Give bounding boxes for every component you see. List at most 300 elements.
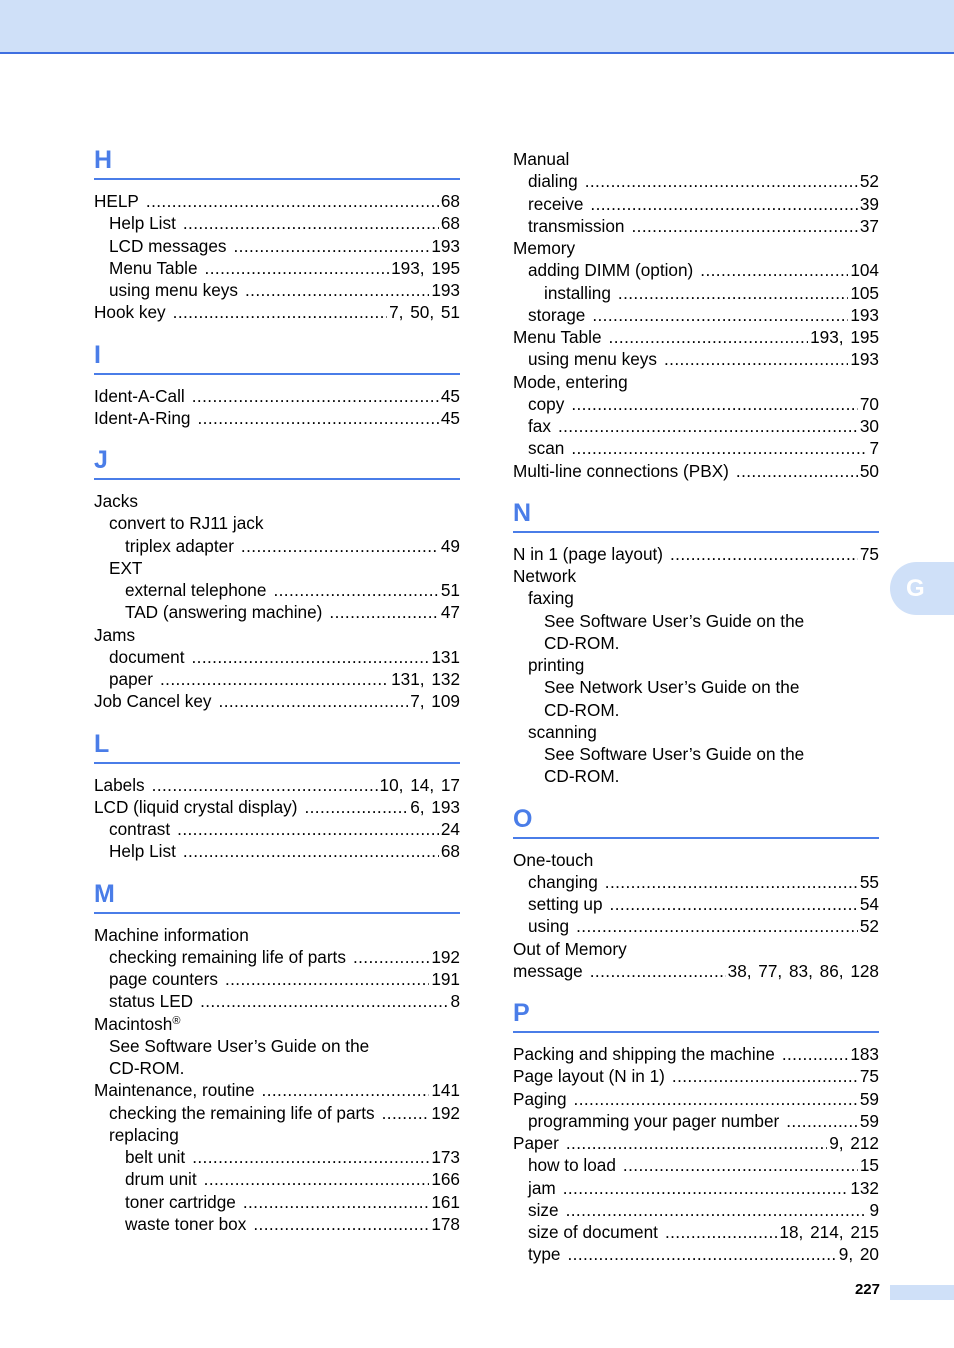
entry-term-text: Help List — [109, 213, 176, 234]
index-entry-type — [513, 1243, 879, 1265]
entry-pages: 8 — [450, 991, 460, 1012]
entry-term — [513, 1088, 567, 1110]
index-entry-jacks — [94, 490, 460, 512]
entry-term-text: CD-ROM. — [544, 766, 620, 787]
entry-term — [528, 1221, 658, 1243]
entry-pages: 52 — [859, 171, 879, 192]
entry-pages: 9, 212 — [829, 1133, 879, 1153]
entry-term — [528, 654, 584, 676]
entry-term — [513, 371, 628, 393]
index-entry-checking-the-remaining-life-of-parts — [94, 1102, 460, 1124]
dot-leader — [353, 946, 429, 968]
entry-pages: 24 — [440, 819, 460, 839]
dot-leader — [234, 235, 430, 257]
section-rule — [94, 478, 460, 480]
entry-term — [528, 1243, 561, 1265]
dot-leader — [618, 282, 848, 304]
entry-term-text: external telephone — [125, 580, 267, 600]
dot-leader — [670, 543, 858, 565]
index-entry-ext — [94, 557, 460, 579]
dot-leader — [146, 190, 439, 212]
index-entry-setting-up — [513, 893, 879, 915]
dot-leader — [590, 960, 726, 982]
index-entry-ident-a-ring — [94, 407, 460, 429]
index-entry-receive — [513, 193, 879, 215]
entry-term-text: size of document — [528, 1222, 658, 1242]
dot-leader — [623, 1154, 858, 1176]
entry-term-text: convert to RJ11 jack — [109, 513, 264, 534]
entry-pages: 54 — [859, 894, 879, 914]
index-entry-n-in-1-page-layout — [513, 543, 879, 565]
index-entry-macintosh — [94, 1013, 460, 1035]
entry-term-text: N in 1 (page layout) — [513, 543, 663, 564]
dot-leader — [571, 393, 858, 415]
entry-term-text: CD-ROM. — [544, 632, 620, 653]
entry-term — [544, 632, 619, 654]
index-entry-cd-rom — [513, 765, 879, 787]
entry-pages: 193 — [850, 304, 879, 325]
entry-term-text: Labels — [94, 774, 145, 795]
entry-term-text: Help List — [109, 841, 176, 862]
entry-term-text: contrast — [109, 819, 171, 839]
index-entry-job-cancel-key — [94, 690, 460, 712]
entry-term-text: toner cartridge — [125, 1191, 236, 1212]
dot-leader — [245, 279, 429, 301]
entry-pages: 104 — [850, 260, 879, 281]
entry-term — [528, 348, 657, 370]
entry-pages: 7, 50, 51 — [389, 302, 460, 323]
entry-term — [109, 257, 198, 279]
index-entry-menu-table — [94, 257, 460, 279]
entry-pages: 45 — [440, 385, 460, 406]
dot-leader — [241, 535, 439, 557]
entry-term — [544, 676, 799, 698]
dot-leader — [253, 1213, 429, 1235]
entry-pages: 183 — [850, 1044, 879, 1064]
entry-pages: 10, 14, 17 — [379, 774, 460, 795]
dot-leader — [782, 1043, 849, 1065]
section-heading-o: O — [513, 804, 533, 833]
entry-term — [528, 437, 564, 459]
entry-pages: 59 — [859, 1088, 879, 1109]
index-entry-labels — [94, 774, 460, 796]
section-heading-n: N — [513, 498, 532, 527]
entry-term-text: changing — [528, 871, 598, 892]
entry-term — [94, 1013, 180, 1035]
dot-leader — [225, 968, 429, 990]
entry-pages: 39 — [859, 193, 879, 214]
entry-pages: 166 — [431, 1169, 460, 1190]
entry-pages: 173 — [431, 1147, 460, 1167]
entry-pages: 45 — [440, 407, 460, 428]
entry-term-text: copy — [528, 393, 565, 414]
dot-leader — [262, 1079, 430, 1101]
entry-term-text: replacing — [109, 1124, 179, 1145]
index-entry-paper — [513, 1132, 879, 1154]
index-entry-size — [513, 1199, 879, 1221]
index-entry-hook-key — [94, 301, 460, 323]
dot-leader — [566, 1199, 868, 1221]
dot-leader — [329, 601, 438, 623]
dot-leader — [160, 668, 389, 690]
entry-pages: 68 — [440, 841, 460, 862]
entry-pages: 49 — [440, 535, 460, 556]
entry-term — [109, 646, 184, 668]
entry-term — [528, 170, 578, 192]
index-entry-out-of-memory — [513, 938, 879, 960]
entry-term-text: installing — [544, 282, 611, 303]
dot-leader — [563, 1177, 849, 1199]
entry-term — [513, 849, 593, 871]
entry-term — [528, 893, 603, 915]
index-entry-jam — [513, 1177, 879, 1199]
dot-leader — [177, 818, 439, 840]
entry-term — [528, 1199, 559, 1221]
index-entry-dialing — [513, 170, 879, 192]
entry-term — [513, 1065, 665, 1087]
index-entry-menu-table — [513, 326, 879, 348]
entry-pages: 68 — [440, 191, 460, 211]
entry-term-text: programming your pager number — [528, 1110, 780, 1131]
entry-term — [513, 326, 602, 348]
dot-leader — [672, 1065, 858, 1087]
entry-term — [109, 668, 153, 690]
entry-pages: 192 — [431, 1102, 460, 1123]
index-entry-adding-dimm-option — [513, 259, 879, 281]
index-entry-waste-toner-box — [94, 1213, 460, 1235]
index-entry-scan — [513, 437, 879, 459]
dot-leader — [605, 871, 858, 893]
entry-term-text: setting up — [528, 894, 603, 914]
entry-pages: 47 — [440, 602, 460, 623]
entry-term-text: TAD (answering machine) — [125, 602, 323, 623]
entry-term — [109, 212, 176, 234]
entry-term — [109, 1057, 184, 1079]
entry-pages: 51 — [440, 580, 460, 600]
entry-pages: 131 — [431, 646, 460, 667]
entry-term — [513, 237, 575, 259]
dot-leader — [191, 646, 429, 668]
entry-term — [528, 871, 598, 893]
entry-term-text: Machine information — [94, 924, 249, 945]
entry-term-text: Macintosh — [94, 1013, 173, 1034]
entry-pages: 192 — [431, 946, 460, 967]
dot-leader — [568, 1243, 837, 1265]
entry-term-text: Packing and shipping the machine — [513, 1044, 775, 1064]
entry-pages: 70 — [859, 393, 879, 414]
entry-term — [109, 279, 238, 301]
index-entry-printing — [513, 654, 879, 676]
dot-leader — [273, 579, 438, 601]
index-entry-status-led — [94, 990, 460, 1012]
entry-term — [94, 690, 212, 712]
index-entry-installing — [513, 282, 879, 304]
entry-term — [109, 1035, 369, 1057]
entry-term — [125, 601, 322, 623]
entry-term-text: Jacks — [94, 491, 138, 511]
entry-term-text: Multi-line connections (PBX) — [513, 460, 729, 481]
entry-term-text: Menu Table — [109, 257, 198, 278]
page-number: 227 — [854, 1281, 880, 1298]
dot-leader — [576, 915, 858, 937]
dot-leader — [664, 348, 848, 370]
index-entry-maintenance-routine — [94, 1079, 460, 1101]
dot-leader — [304, 796, 408, 818]
entry-pages: 75 — [859, 1066, 879, 1087]
entry-pages: 141 — [431, 1080, 460, 1101]
entry-term-text: Hook key — [94, 302, 166, 323]
entry-term — [94, 301, 166, 323]
entry-term — [528, 215, 624, 237]
entry-term-text: message — [513, 960, 583, 981]
entry-term-text: See Software User’s Guide on the — [109, 1035, 370, 1056]
entry-term-text: One-touch — [513, 849, 594, 870]
entry-term-text: scan — [528, 438, 565, 459]
entry-term-text: Maintenance, routine — [94, 1080, 255, 1101]
entry-pages: 68 — [440, 213, 460, 234]
index-entry-copy — [513, 393, 879, 415]
entry-term-text: using menu keys — [109, 280, 238, 300]
index-entry-lcd-liquid-crystal-display — [94, 796, 460, 818]
index-entry-message — [513, 960, 879, 982]
entry-term-text: HELP — [94, 191, 139, 211]
section-heading-h: H — [94, 146, 113, 174]
index-entry-paging — [513, 1088, 879, 1110]
page-number-bar — [890, 1285, 954, 1300]
entry-pages: 7, 109 — [410, 691, 460, 712]
entry-term — [528, 1177, 556, 1199]
entry-term — [544, 743, 804, 765]
entry-pages: 132 — [850, 1177, 879, 1198]
index-entry-changing — [513, 871, 879, 893]
entry-term — [109, 840, 176, 862]
entry-term-text: document — [109, 646, 185, 667]
entry-term — [528, 721, 597, 743]
index-entry-programming-your-pager-number — [513, 1110, 879, 1132]
entry-term-text: scanning — [528, 721, 597, 742]
entry-pages: 59 — [859, 1110, 879, 1131]
section-heading-l: L — [94, 729, 110, 758]
index-entry-manual — [513, 148, 879, 170]
section-tab-letter: G — [906, 575, 925, 602]
dot-leader — [571, 437, 867, 459]
dot-leader — [192, 1146, 429, 1168]
entry-term — [513, 1043, 775, 1065]
entry-pages: 75 — [859, 543, 879, 564]
entry-pages: 193 — [431, 235, 460, 256]
entry-term-text: page counters — [109, 969, 218, 989]
index-entry-page-layout-n-in-1 — [513, 1065, 879, 1087]
entry-term — [94, 385, 185, 407]
index-entry-convert-to-rj11-jack — [94, 512, 460, 534]
entry-term-text: Paper — [513, 1133, 559, 1153]
index-entry-memory — [513, 237, 879, 259]
entry-term-text: belt unit — [125, 1147, 186, 1167]
dot-leader — [198, 407, 439, 429]
entry-term — [94, 407, 191, 429]
entry-term — [513, 148, 569, 170]
dot-leader — [205, 257, 390, 279]
index-entry-packing-and-shipping-the-machine — [513, 1043, 879, 1065]
entry-term-text: receive — [528, 193, 584, 214]
entry-term — [109, 818, 170, 840]
entry-term-text: adding DIMM (option) — [528, 260, 694, 281]
section-rule — [513, 531, 879, 533]
index-entry-tad-answering-machine — [94, 601, 460, 623]
entry-term-text: Page layout (N in 1) — [513, 1066, 665, 1087]
entry-term-text: CD-ROM. — [544, 699, 620, 720]
entry-term — [109, 946, 346, 968]
entry-pages: 191 — [431, 969, 460, 989]
dot-leader — [173, 301, 387, 323]
entry-term-text: Memory — [513, 238, 576, 258]
entry-term-text: dialing — [528, 171, 578, 192]
entry-pages: 7 — [869, 438, 879, 459]
entry-term — [544, 765, 619, 787]
entry-term-text: CD-ROM. — [109, 1058, 185, 1078]
index-entry-replacing — [94, 1124, 460, 1146]
entry-term-text: checking the remaining life of parts — [109, 1102, 375, 1123]
entry-pages: 6, 193 — [410, 796, 460, 817]
section-rule — [513, 837, 879, 839]
entry-term-text: triplex adapter — [125, 535, 234, 556]
entry-term — [544, 282, 611, 304]
section-rule — [94, 912, 460, 914]
entry-term — [513, 543, 663, 565]
entry-term — [513, 938, 627, 960]
entry-term — [513, 460, 729, 482]
entry-term-text: Job Cancel key — [94, 691, 212, 712]
entry-term-text: See Software User’s Guide on the — [544, 610, 805, 631]
dot-leader — [219, 690, 409, 712]
entry-term-text: storage — [528, 304, 586, 325]
entry-term — [528, 587, 574, 609]
entry-pages: 193, 195 — [391, 257, 460, 278]
dot-leader — [609, 326, 809, 348]
dot-leader — [786, 1110, 858, 1132]
dot-leader — [152, 774, 378, 796]
index-entry-using — [513, 915, 879, 937]
index-entry-cd-rom — [513, 699, 879, 721]
index-entry-storage — [513, 304, 879, 326]
entry-term — [528, 415, 551, 437]
index-entry-triplex-adapter — [94, 535, 460, 557]
entry-term-text: Jams — [94, 624, 136, 645]
entry-term — [528, 259, 693, 281]
index-entry-one-touch — [513, 849, 879, 871]
dot-leader — [665, 1221, 777, 1243]
entry-term — [109, 512, 263, 534]
entry-pages: 52 — [859, 916, 879, 937]
entry-term-text: EXT — [109, 557, 143, 578]
index-entry-multi-line-connections-pbx — [513, 460, 879, 482]
index-entry-help-list — [94, 840, 460, 862]
entry-term-text: Paging — [513, 1088, 567, 1109]
entry-term-text: Ident-A-Call — [94, 385, 185, 406]
dot-leader — [631, 215, 857, 237]
entry-term-text: type — [528, 1244, 561, 1265]
entry-pages: 193, 195 — [810, 327, 879, 347]
entry-term — [94, 774, 145, 796]
section-rule — [94, 762, 460, 764]
index-entry-ident-a-call — [94, 385, 460, 407]
entry-term — [94, 490, 138, 512]
entry-term — [513, 565, 576, 587]
entry-term — [109, 1102, 375, 1124]
dot-leader — [183, 840, 439, 862]
entry-pages: 30 — [859, 416, 879, 436]
entry-term — [528, 1154, 616, 1176]
index-entry-using-menu-keys — [513, 348, 879, 370]
index-entry-drum-unit — [94, 1168, 460, 1190]
index-entry-lcd-messages — [94, 235, 460, 257]
section-tab — [890, 562, 954, 615]
entry-term-text: using menu keys — [528, 349, 657, 370]
entry-term — [109, 235, 227, 257]
entry-term-text: LCD messages — [109, 235, 227, 256]
entry-term — [544, 699, 619, 721]
dot-leader — [736, 460, 858, 482]
entry-pages: 55 — [859, 871, 879, 892]
index-entry-see-software-user-s-guide-on-the — [94, 1035, 460, 1057]
dot-leader — [558, 415, 858, 437]
entry-pages: 38, 77, 83, 86, 128 — [727, 960, 879, 981]
section-rule — [513, 1031, 879, 1033]
entry-term — [125, 535, 234, 557]
index-entry-using-menu-keys — [94, 279, 460, 301]
entry-term-text: status LED — [109, 991, 194, 1012]
index-entry-jams — [94, 624, 460, 646]
entry-term-text: how to load — [528, 1155, 616, 1176]
index-entry-help — [94, 190, 460, 212]
index-entry-scanning — [513, 721, 879, 743]
entry-term-text: fax — [528, 416, 551, 436]
section-rule — [94, 178, 460, 180]
index-entry-mode-entering — [513, 371, 879, 393]
section-heading-i: I — [94, 340, 101, 369]
section-heading-j: J — [94, 446, 108, 474]
entry-term-text: paper — [109, 669, 153, 689]
header-band — [0, 0, 954, 54]
entry-term-text: size — [528, 1199, 559, 1220]
entry-pages: 37 — [859, 215, 879, 236]
entry-term — [528, 393, 564, 415]
index-entry-see-software-user-s-guide-on-the — [513, 743, 879, 765]
entry-term-text: faxing — [528, 588, 574, 609]
entry-term — [125, 1168, 197, 1190]
entry-term — [94, 924, 249, 946]
entry-pages: 161 — [431, 1191, 460, 1212]
entry-pages: 193 — [850, 349, 879, 370]
entry-term — [109, 1124, 179, 1146]
index-entry-cd-rom — [94, 1057, 460, 1079]
entry-pages: 193 — [431, 280, 460, 300]
entry-pages: 105 — [850, 282, 879, 303]
entry-term — [94, 624, 135, 646]
dot-leader — [574, 1088, 858, 1110]
entry-pages: 18, 214, 215 — [779, 1222, 879, 1242]
entry-term-text: LCD (liquid crystal display) — [94, 796, 298, 817]
section-rule — [94, 373, 460, 375]
index-entry-cd-rom — [513, 632, 879, 654]
entry-term-text: Menu Table — [513, 327, 602, 347]
entry-pages: 9 — [869, 1199, 879, 1220]
dot-leader — [592, 304, 848, 326]
dot-leader — [382, 1102, 430, 1124]
entry-term — [528, 915, 569, 937]
index-entry-fax — [513, 415, 879, 437]
entry-term — [94, 796, 297, 818]
